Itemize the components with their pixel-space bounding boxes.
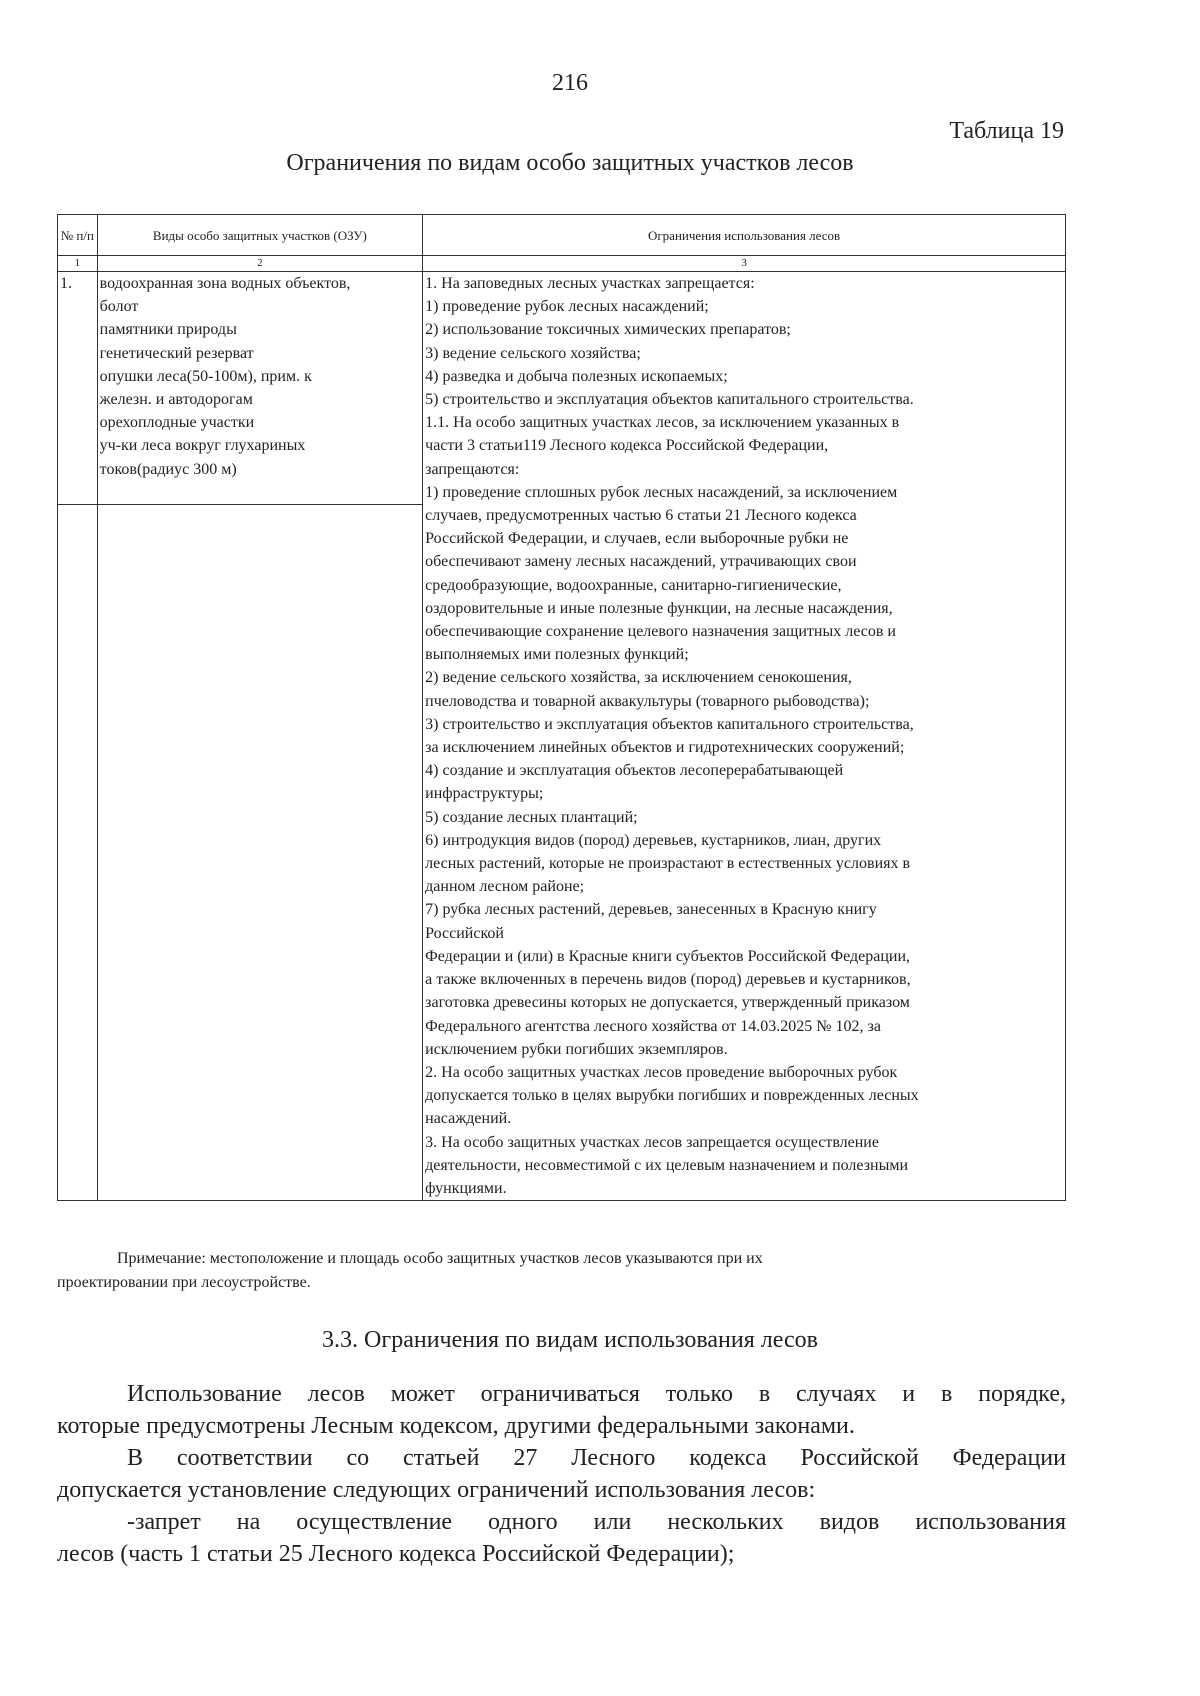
restriction-line: 3. На особо защитных участках лесов запрещается осуществление [425,1133,879,1151]
paragraph-line: Использование лесов может ограничиваться только в случаях и в порядке, [127,1381,1066,1407]
zone-type-line: болот [99,298,139,316]
row-number-text: 1. [60,275,72,292]
table-label: Таблица 19 [949,118,1064,144]
restriction-line: обеспечивают замену лесных насаждений, утрачивающих свои [425,553,857,571]
table-row [58,272,1066,1201]
header-number: № п/п [58,215,98,256]
paragraph-line: лесов (часть 1 статьи 25 Лесного кодекса Российской Федерации); [57,1541,735,1567]
restriction-line: 5) строительство и эксплуатация объектов капитального строительства. [425,391,914,409]
paragraph-line: В соответствии со статьей 27 Лесного кодекса Российской Федерации [127,1445,1066,1471]
restriction-line: случаев, предусмотренных частью 6 статьи 21 Лесного кодекса [425,507,857,525]
restriction-line: а также включенных в перечень видов (пород) деревьев и кустарников, [425,971,911,989]
zone-type-line: опушки леса(50-100м), прим. к [99,367,312,385]
restriction-line: исключением рубки погибших экземпляров. [425,1040,728,1058]
restriction-line: пчеловодства и товарной аквакультуры (товарного рыбоводства); [425,692,870,710]
column-number-row [58,256,1066,272]
paragraph [57,1506,1066,1570]
restriction-line: насаждений. [425,1110,512,1128]
zone-type-line: генетический резерват [99,344,254,362]
restrictions-table [57,214,1066,1201]
restriction-line: Федерации и (или) в Красные книги субъектов Российской Федерации, [425,947,911,965]
restriction-line: Федерального агентства лесного хозяйства от 14.03.2025 № 102, за [425,1017,881,1035]
paragraph [57,1442,1066,1506]
column-number: 3 [423,256,1066,272]
note-line: Примечание: местоположение и площадь особо защитных участков лесов указываются при их [117,1250,763,1267]
restriction-line: 1. На заповедных лесных участках запрещается: [425,275,755,292]
section-heading: 3.3. Ограничения по видам использования лесов [322,1327,818,1353]
restriction-line: 5) создание лесных плантаций; [425,808,638,826]
restriction-line: 1.1. На особо защитных участках лесов, за исключением указанных в [425,414,900,432]
table-title: Ограничения по видам особо защитных участков лесов [286,150,854,176]
table-note [57,1247,1066,1295]
restriction-line: 7) рубка лесных растений, деревьев, занесенных в Красную книгу [425,901,877,919]
restriction-line: 1) проведение сплошных рубок лесных насаждений, за исключением [425,483,898,501]
restriction-line: 4) разведка и добыча полезных ископаемых; [425,367,728,385]
restriction-line: средообразующие, водоохранные, санитарно-гигиенические, [425,576,842,594]
paragraph-line: -запрет на осуществление одного или нескольких видов использования [127,1509,1066,1535]
column-number: 1 [58,256,98,272]
zone-types-cell [97,272,422,1201]
restriction-line: деятельности, несовместимой с их целевым назначением и полезными [425,1156,909,1174]
restriction-line: допускается только в целях вырубки погибших и поврежденных лесных [425,1087,919,1105]
header-zone-types: Виды особо защитных участков (ОЗУ) [97,215,422,256]
restriction-line: 2. На особо защитных участках лесов проведение выборочных рубок [425,1063,898,1081]
restriction-line: 2) ведение сельского хозяйства, за исключением сенокошения, [425,669,852,687]
restrictions-cell [423,272,1066,1201]
restriction-line: данном лесном районе; [425,878,585,896]
restriction-line: обеспечивающие сохранение целевого назначения защитных лесов и [425,623,896,641]
table-header-row [58,215,1066,256]
zone-type-line: памятники природы [99,321,237,339]
restriction-line: части 3 статьи119 Лесного кодекса Российской Федерации, [425,437,829,455]
restriction-line: за исключением линейных объектов и гидротехнических сооружений; [425,739,905,757]
restriction-line: 3) ведение сельского хозяйства; [425,344,641,362]
column-number: 2 [97,256,422,272]
zone-type-line: водоохранная зона водных объектов, [99,275,351,292]
zone-type-line: орехоплодные участки [99,414,255,432]
header-restrictions: Ограничения использования лесов [423,215,1066,256]
paragraph-line: допускается установление следующих ограничений использования лесов: [57,1477,816,1503]
restriction-line: инфраструктуры; [425,785,544,803]
restriction-line: 4) создание и эксплуатация объектов лесоперерабатывающей [425,762,844,780]
restriction-line: выполняемых ими полезных функций; [425,646,689,664]
note-line: проектировании при лесоустройстве. [57,1274,311,1291]
restriction-line: запрещаются: [425,460,520,478]
zone-type-line: уч-ки леса вокруг глухариных [99,437,306,455]
paragraph [57,1378,1066,1442]
restriction-line: 1) проведение рубок лесных насаждений; [425,298,709,316]
restriction-line: заготовка древесины которых не допускается, утвержденный приказом [425,994,910,1012]
restriction-line: 3) строительство и эксплуатация объектов капитального строительства, [425,715,914,733]
restriction-line: оздоровительные и иные полезные функции, на лесные насаждения, [425,599,893,617]
zone-type-line: железн. и автодорогам [99,391,253,409]
restriction-line: 2) использование токсичных химических препаратов; [425,321,791,339]
paragraph-line: которые предусмотрены Лесным кодексом, другими федеральными законами. [57,1413,855,1439]
zone-type-line: токов(радиус 300 м) [99,460,237,478]
restriction-line: Российской [425,924,504,942]
restriction-line: Российской Федерации, и случаев, если выборочные рубки не [425,530,849,548]
restriction-line: лесных растений, которые не произрастают в естественных условиях в [425,855,911,873]
row-number [58,272,98,1201]
page-number: 216 [552,70,588,96]
restriction-line: 6) интродукция видов (пород) деревьев, кустарников, лиан, других [425,831,882,849]
restriction-line: функциями. [425,1179,507,1197]
